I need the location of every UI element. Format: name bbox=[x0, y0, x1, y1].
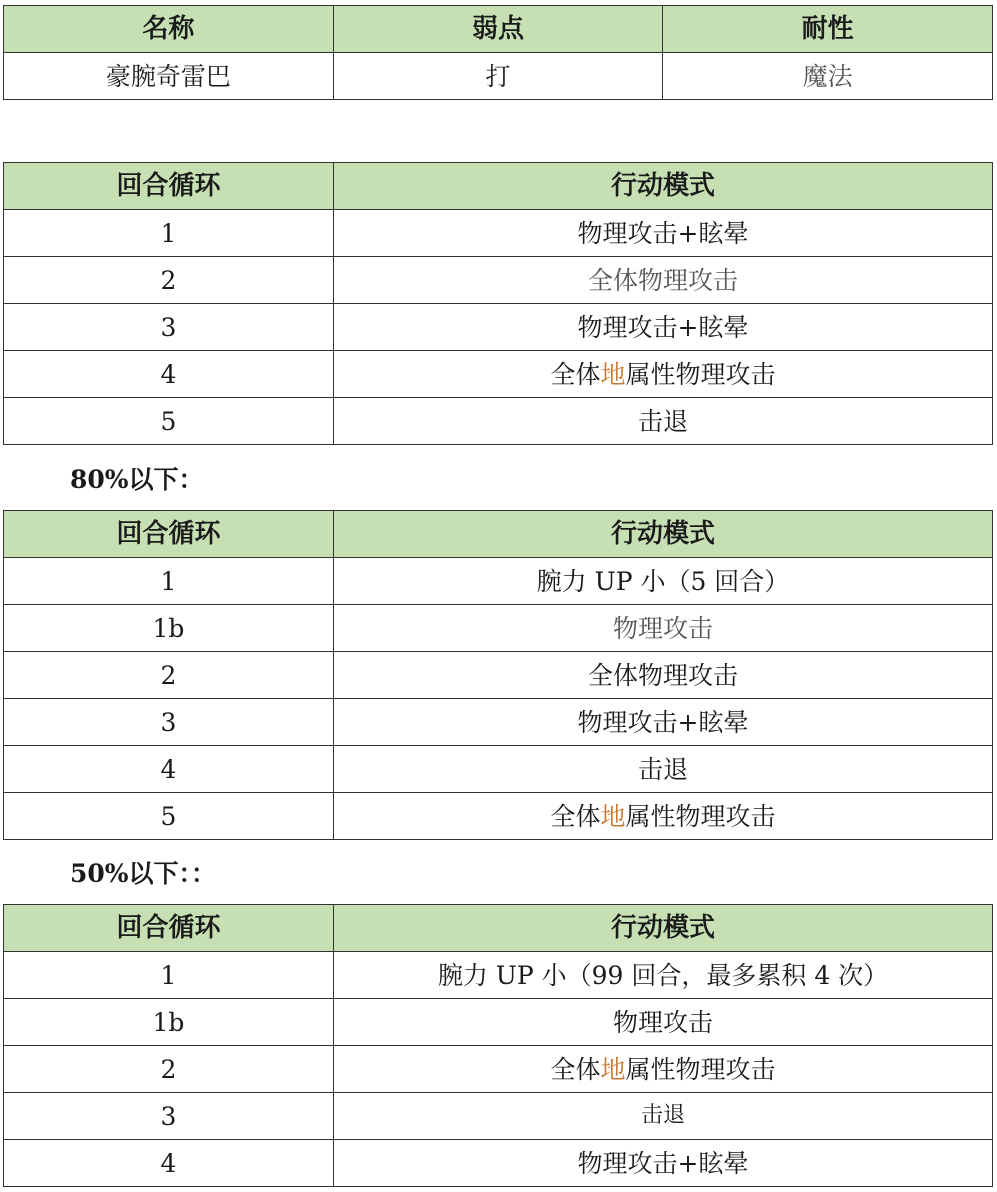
turn-cell: 1b bbox=[4, 605, 334, 652]
turn-cell: 3 bbox=[4, 699, 334, 746]
enemy-resistance: 魔法 bbox=[663, 53, 993, 100]
header-turn: 回合循环 bbox=[4, 905, 334, 952]
enemy-weakness: 打 bbox=[333, 53, 663, 100]
turn-cell: 5 bbox=[4, 398, 334, 445]
header-turn: 回合循环 bbox=[4, 163, 334, 210]
phase3-label: 50%以下：： bbox=[70, 859, 217, 888]
action-cell: 击退 bbox=[334, 1093, 993, 1140]
element-highlight: 地 bbox=[600, 359, 626, 389]
header-weakness: 弱点 bbox=[333, 6, 663, 53]
table-row bbox=[4, 746, 993, 793]
table-row bbox=[4, 1140, 993, 1187]
table-row bbox=[4, 1093, 993, 1140]
turn-cell: 1b bbox=[4, 999, 334, 1046]
header-action: 行动模式 bbox=[334, 163, 993, 210]
action-cell: 全体物理攻击 bbox=[334, 652, 993, 699]
enemy-name: 豪腕奇雷巴 bbox=[4, 53, 334, 100]
action-text: 属性物理攻击 bbox=[625, 1054, 776, 1084]
turn-cell: 4 bbox=[4, 746, 334, 793]
turn-cell: 4 bbox=[4, 351, 334, 398]
table-row bbox=[4, 398, 993, 445]
phase1-table bbox=[3, 162, 993, 445]
turn-cell: 2 bbox=[4, 257, 334, 304]
action-cell: 物理攻击+眩晕 bbox=[334, 210, 993, 257]
header-resistance: 耐性 bbox=[663, 6, 993, 53]
table-row bbox=[4, 558, 993, 605]
header-action: 行动模式 bbox=[334, 905, 993, 952]
action-cell bbox=[334, 793, 993, 840]
header-name: 名称 bbox=[4, 6, 334, 53]
table-header-row bbox=[4, 163, 993, 210]
action-cell: 物理攻击 bbox=[334, 999, 993, 1046]
action-cell: 物理攻击+眩晕 bbox=[334, 304, 993, 351]
enemy-info-table bbox=[3, 5, 993, 100]
action-cell: 物理攻击 bbox=[334, 605, 993, 652]
action-cell: 物理攻击+眩晕 bbox=[334, 1140, 993, 1187]
header-turn: 回合循环 bbox=[4, 511, 334, 558]
turn-cell: 2 bbox=[4, 1046, 334, 1093]
table-row bbox=[4, 1046, 993, 1093]
table-header-row bbox=[4, 905, 993, 952]
turn-cell: 5 bbox=[4, 793, 334, 840]
action-text: 全体 bbox=[550, 801, 601, 831]
table-row bbox=[4, 304, 993, 351]
turn-cell: 3 bbox=[4, 304, 334, 351]
table-row bbox=[4, 210, 993, 257]
table-row bbox=[4, 605, 993, 652]
table-row bbox=[4, 652, 993, 699]
turn-cell: 1 bbox=[4, 952, 334, 999]
table-header-row bbox=[4, 6, 993, 53]
action-cell: 腕力 UP 小（5 回合） bbox=[334, 558, 993, 605]
element-highlight: 地 bbox=[600, 801, 626, 831]
table-row bbox=[4, 999, 993, 1046]
action-text: 全体 bbox=[550, 359, 601, 389]
table-row bbox=[4, 699, 993, 746]
turn-cell: 3 bbox=[4, 1093, 334, 1140]
phase3-table bbox=[3, 904, 993, 1187]
element-highlight: 地 bbox=[600, 1054, 626, 1084]
action-cell bbox=[334, 1046, 993, 1093]
action-cell: 击退 bbox=[334, 398, 993, 445]
action-cell: 物理攻击+眩晕 bbox=[334, 699, 993, 746]
phase2-table bbox=[3, 510, 993, 840]
table-header-row bbox=[4, 511, 993, 558]
action-cell: 腕力 UP 小（99 回合，最多累积 4 次） bbox=[334, 952, 993, 999]
action-text: 全体 bbox=[550, 1054, 601, 1084]
table-row bbox=[4, 351, 993, 398]
action-text: 属性物理攻击 bbox=[625, 359, 776, 389]
table-row bbox=[4, 53, 993, 100]
phase2-label: 80%以下： bbox=[70, 465, 204, 494]
turn-cell: 2 bbox=[4, 652, 334, 699]
turn-cell: 1 bbox=[4, 558, 334, 605]
table-row bbox=[4, 952, 993, 999]
turn-cell: 4 bbox=[4, 1140, 334, 1187]
table-row bbox=[4, 257, 993, 304]
action-text: 属性物理攻击 bbox=[625, 801, 776, 831]
turn-cell: 1 bbox=[4, 210, 334, 257]
action-cell: 全体物理攻击 bbox=[334, 257, 993, 304]
action-cell: 击退 bbox=[334, 746, 993, 793]
table-row bbox=[4, 793, 993, 840]
action-cell bbox=[334, 351, 993, 398]
header-action: 行动模式 bbox=[334, 511, 993, 558]
